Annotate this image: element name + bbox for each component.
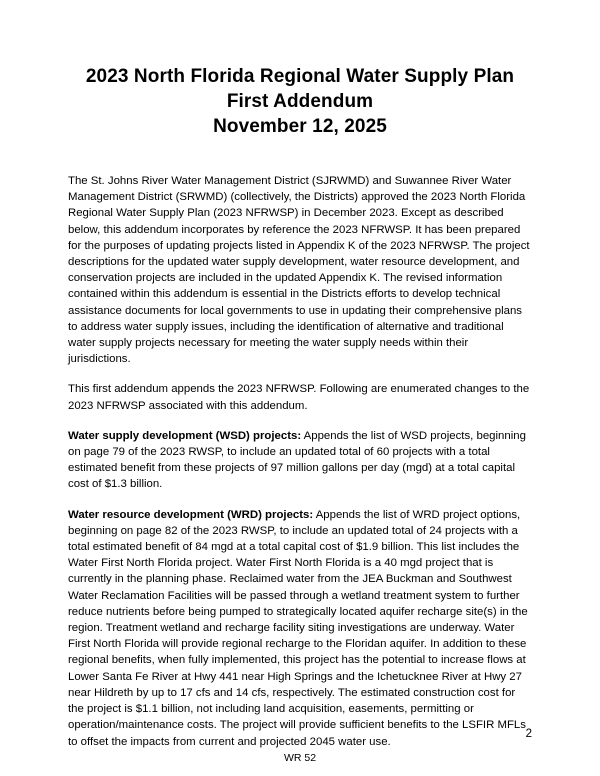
wsd-projects-lead: Water supply development (WSD) projects: [68,429,302,442]
title-line-2: First Addendum [226,91,374,112]
footer-label: WR 52 [283,752,317,764]
paragraph-addendum-note [68,381,532,413]
title-line-3: November 12, 2025 [213,116,387,137]
page-number: 2 [525,728,532,740]
document-body [0,173,600,750]
paragraph-wsd-projects [68,428,532,493]
wrd-projects-lead: Water resource development (WRD) projects: [68,508,314,521]
title-line-1: 2023 North Florida Regional Water Supply Plan [85,66,515,87]
wrd-projects-text: Appends the list of WRD project options, beginning on page 82 of the 2023 RWSP, to include an updated total of 24 projects with a total estimated benefit of 84 mgd at a total capital cost of $1.9 billion. This list includes the Water First North Florida project. Water First North Florida is a 40 mgd project that is currently in the planning phase. Reclaimed water from the JEA Buckman and Southwest Water Reclamation Facilities will be passed through a wetland treatment system to further reduce nutrients before being pumped to strategically located aquifer recharge site(s) in the region. Treatment wetland and recharge facility siting investigations are underway. Water First North Florida will provide regional recharge to the Floridan aquifer. In addition to these regional benefits, when fully implemented, this project has the potential to increase flows at Lower Santa Fe River at Hwy 441 near High Springs and the Ichetucknee River at Hwy 27 near Hildreth by up to 17 cfs and 14 cfs, respectively. The estimated construction cost for the project is $1.1 billion, not including land acquisition, easements, permitting or operation/maintenance costs. The project will provide sufficient benefits to the LSFIR MFLs to offset the impacts from current and projected 2045 water use. [68,508,528,748]
paragraph-intro [68,173,532,367]
document-title [0,0,600,139]
paragraph-wrd-projects [68,507,532,750]
paragraph-intro-text: The St. Johns River Water Management District (SJRWMD) and Suwannee River Water Management District (SRWMD) (collectively, the Districts) approved the 2023 North Florida Regional Water Supply Plan (2023 NFRWSP) in December 2023. Except as described below, this addendum incorporates by reference the 2023 NFRWSP. It has been prepared for the purposes of updating projects listed in Appendix K of the 2023 NFRWSP. The project descriptions for the updated water supply development, water resource development, and conservation projects are included in the updated Appendix K. The revised information contained within this addendum is essential in the Districts efforts to develop technical assistance documents for local governments to use in updating their comprehensive plans to address water supply issues, including the identification of alternative and traditional water supply projects necessary for meeting the water supply needs within their jurisdictions. [68,175,530,366]
paragraph-addendum-note-text: This first addendum appends the 2023 NFRWSP. Following are enumerated changes to the 2023 NFRWSP associated with this addendum. [68,383,530,412]
wsd-projects-text: Appends the list of WSD projects, beginning on page 79 of the 2023 RWSP, to include an updated total of 60 projects with a total estimated benefit from these projects of 97 million gallons per day (mgd) at a total capital cost of $1.3 billion. [68,429,526,491]
